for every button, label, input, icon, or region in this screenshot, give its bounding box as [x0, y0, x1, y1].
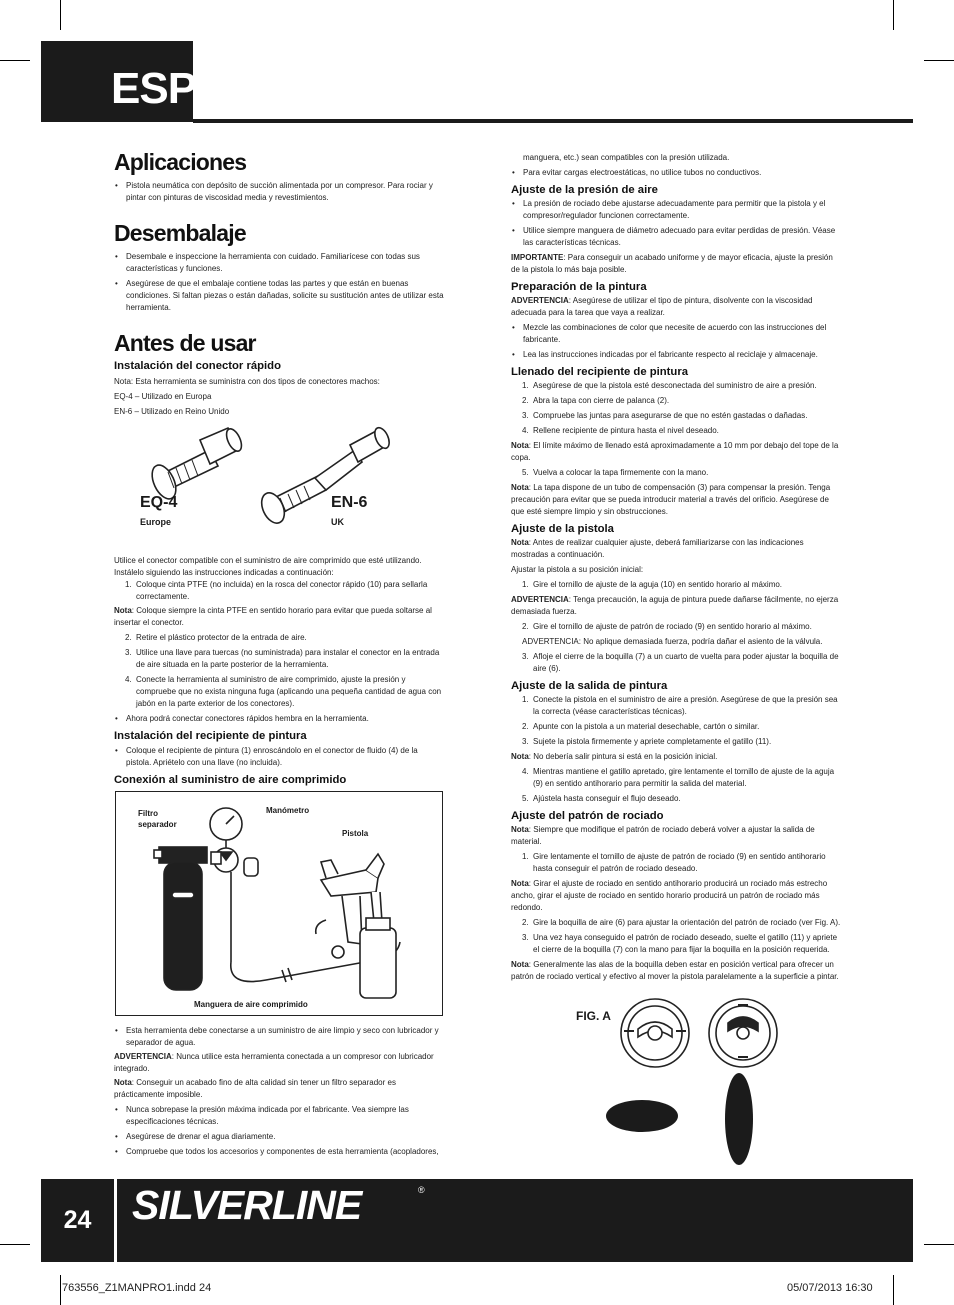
use-intro: Utilice el conector compatible con el suministro de aire comprimido que esté utilizando. Instálelo siguiendo las instrucciones indicadas a continuación:	[114, 556, 422, 577]
manometer-icon	[210, 808, 258, 962]
list-item: 1. Coloque cinta PTFE (no incluida) en la rosca del conector rápido (10) para sellarla correctamente.	[125, 580, 428, 601]
list-item: 3. Sujete la pistola firmemente y apriete completamente el gatillo (11).	[522, 737, 772, 746]
list-item: 3. Compruebe las juntas para asegurarse de que no estén gastadas o dañadas.	[522, 411, 808, 420]
eq4-sublabel: Europe	[140, 517, 172, 527]
fill-title: Llenado del recipiente de pintura	[511, 366, 689, 378]
apps-list	[114, 180, 444, 204]
fig-a-label: FIG. A	[576, 1009, 611, 1023]
list-item: 4. Conecte la herramienta al suministro de aire comprimido, ajuste la presión y compruebe que no exista ninguna fuga (aplicando una pequeña cantidad de agua con jabón en la parte exterior de los conectores).	[125, 675, 442, 708]
list-item: • La presión de rociado debe ajustarse adecuadamente para permitir que la pistola y el compresor/regulador funcionen correctamente.	[511, 198, 841, 222]
qc-title: Instalación del conector rápido	[114, 360, 281, 372]
vertical-pattern-icon	[725, 1073, 753, 1165]
note: Nota: Conseguir un acabado fino de alta calidad sin tener un filtro separador es prácticamente imposible.	[114, 1078, 396, 1099]
crop-mark	[60, 0, 61, 30]
qc-en: EN-6 – Utilizado en Reino Unido	[114, 407, 230, 416]
crop-mark	[893, 1275, 894, 1305]
eq4-connector-icon	[147, 427, 244, 503]
hose-label: Manguera de aire comprimido	[194, 1000, 308, 1009]
list-item: • Lea las instrucciones indicadas por el fabricante respecto al reciclaje y almacenaje.	[511, 349, 841, 361]
file-slug: 763556_Z1MANPRO1.indd 24	[62, 1282, 212, 1294]
crop-mark	[893, 0, 894, 30]
qc-instructions	[114, 555, 444, 787]
list-item: • Compruebe que todos los accesorios y componentes de esta herramienta (acopladores,	[114, 1146, 444, 1158]
before-title: Antes de usar	[114, 330, 256, 356]
filter-separator-icon	[154, 847, 207, 990]
list-item: 1. Gire el tornillo de ajuste de la aguja (10) en sentido horario al máximo.	[522, 580, 783, 589]
list-item: 4. Mientras mantiene el gatillo apretado, gire lentamente el tornillo de ajuste de la aguja (9) en sentido antihorario para permitir la salida del material.	[522, 767, 835, 788]
note: Nota: La tapa dispone de un tubo de compensación (3) para compensar la presión. Tenga precaución para evitar que se pueda introducir material a través del orificio. Asegúrese de que esté siempre limpio y sin obstrucciones.	[511, 483, 831, 516]
list-item: 2. Abra la tapa con cierre de palanca (2).	[522, 396, 670, 405]
air-supply-figure	[115, 791, 443, 1016]
list-item: 4. Rellene recipiente de pintura hasta el nivel deseado.	[522, 426, 719, 435]
list-item: 2. Retire el plástico protector de la entrada de aire.	[125, 633, 307, 642]
gun-title: Ajuste de la pistola	[511, 523, 614, 535]
list-item: 1. Conecte la pistola en el suministro de aire a presión. Asegúrese de que la presión sea la correcta (véase características técnicas).	[522, 695, 838, 716]
header-rule	[193, 119, 913, 123]
pattern-title: Ajuste del patrón de rociado	[511, 810, 664, 822]
hose-break-icon	[282, 968, 292, 982]
horizontal-pattern-icon	[606, 1100, 678, 1132]
crop-mark	[0, 60, 30, 61]
note: Nota: No debería salir pintura si está en la posición inicial.	[511, 752, 718, 761]
list-item: 2. Apunte con la pistola a un material desechable, cartón o similar.	[522, 722, 760, 731]
air-notes	[114, 1025, 444, 1158]
list-item: • Coloque el recipiente de pintura (1) enroscándolo en el conector de fluido (4) de la pistola. Apriételo con una llave (no incluida).	[114, 745, 444, 769]
warning: ADVERTENCIA: No aplique demasiada fuerza, podría dañar el asiento de la válvula.	[522, 637, 823, 646]
page-number: 24	[63, 1206, 92, 1234]
en6-label: EN-6	[331, 494, 368, 511]
en6-connector-icon	[257, 425, 392, 526]
list-item: • Desembale e inspeccione la herramienta con cuidado. Familiarícese con todas sus características y funciones.	[114, 251, 444, 275]
recip-title: Instalación del recipiente de pintura	[114, 730, 307, 742]
crop-mark	[0, 1244, 30, 1245]
list-item: • Nunca sobrepase la presión máxima indicada por el fabricante. Vea siempre las especificaciones técnicas.	[114, 1104, 444, 1128]
brand-logo: SILVERLINE	[132, 1182, 362, 1228]
connectors-illustration	[140, 420, 400, 530]
filter-label: Filtro separador	[138, 809, 177, 829]
note: Nota: El límite máximo de llenado está aproximadamente a 10 mm por debajo del tope de la copa.	[511, 441, 839, 462]
list-item: • Asegúrese de drenar el agua diariamente.	[114, 1131, 444, 1143]
out-title: Ajuste de la salida de pintura	[511, 680, 668, 692]
note: Nota: Generalmente las alas de la boquilla deben estar en posición vertical para ofrecer un patrón de rociado vertical y efectivo al mover la pistola paralelamente a la superficie a pintar.	[511, 960, 839, 981]
crop-mark	[924, 1244, 954, 1245]
list-item: 5. Vuelva a colocar la tapa firmemente con la mano.	[522, 468, 709, 477]
date-slug: 05/07/2013 16:30	[787, 1282, 873, 1294]
en6-sublabel: UK	[331, 517, 344, 527]
list-item: 3. Utilice una llave para tuercas (no suministrada) para instalar el conector en la entrada de aire situada en la parte posterior de la herramienta.	[125, 648, 440, 669]
gun-start: Ajustar la pistola a su posición inicial:	[511, 565, 644, 574]
manometer-label: Manómetro	[266, 806, 310, 815]
unpack-title: Desembalaje	[114, 220, 246, 246]
gun-label: Pistola	[342, 829, 369, 838]
language-label: ESP	[111, 64, 197, 113]
apps-title: Aplicaciones	[114, 149, 247, 175]
crop-mark	[60, 1275, 61, 1305]
footer-separator	[114, 1179, 117, 1262]
spray-gun-icon	[316, 854, 396, 998]
air-title: Conexión al suministro de aire comprimido	[114, 774, 347, 786]
qc-note: Nota: Esta herramienta se suministra con dos tipos de conectores machos:	[114, 377, 380, 386]
list-item: • Ahora podrá conectar conectores rápidos hembra en la herramienta.	[114, 713, 444, 725]
list-item: 2. Gire la boquilla de aire (6) para ajustar la orientación del patrón de rociado (ver Fig. A).	[522, 918, 841, 927]
unpack-list	[114, 251, 444, 314]
note: Nota: Coloque siempre la cinta PTFE en sentido horario para evitar que pueda soltarse al insertar el conector.	[114, 606, 432, 627]
crop-mark	[924, 60, 954, 61]
nozzle-horizontal-icon	[621, 999, 689, 1067]
warning: ADVERTENCIA: Asegúrese de utilizar el tipo de pintura, disolvente con la viscosidad adecuada para la tarea que vaya a realizar.	[511, 296, 813, 317]
continued-text: manguera, etc.) sean compatibles con la presión utilizada.	[523, 153, 730, 162]
list-item: • Para evitar cargas electroestáticas, no utilice tubos no conductivos.	[511, 167, 841, 179]
warning: ADVERTENCIA: Nunca utilice esta herramienta conectada a un compresor con lubricador integrado.	[114, 1052, 434, 1073]
list-item: • Mezcle las combinaciones de color que necesite de acuerdo con las instrucciones del fabricante.	[511, 322, 841, 346]
list-item: 3. Una vez haya conseguido el patrón de rociado deseado, suelte el gatillo (11) y apriete el cierre de la boquilla (7) con la mano para fijar la boquilla en la posición requerida.	[522, 933, 838, 954]
nozzle-vertical-icon	[709, 999, 777, 1067]
prep-title: Preparación de la pintura	[511, 281, 647, 293]
fig-a-diagram	[600, 995, 800, 1170]
list-item: 1. Gire lentamente el tornillo de ajuste de patrón de rociado (9) en sentido antihorario hasta conseguir el patrón de rociado deseado.	[522, 852, 826, 873]
note: Nota: Antes de realizar cualquier ajuste, deberá familiarizarse con las indicaciones mostradas a continuación.	[511, 538, 804, 559]
language-tab	[41, 41, 197, 122]
right-column	[511, 152, 841, 983]
list-item: 5. Ajústela hasta conseguir el flujo deseado.	[522, 794, 681, 803]
note: Nota: Girar el ajuste de rociado en sentido antihorario producirá un rociado más estrecho ancho, girar el ajuste de rociado en sentido horario producirá un patrón de rociado más redondo.	[511, 879, 828, 912]
press-title: Ajuste de la presión de aire	[511, 184, 658, 196]
list-item: 1. Asegúrese de que la pistola esté desconectada del suministro de aire a presión.	[522, 381, 817, 390]
list-item: • Esta herramienta debe conectarse a un suministro de aire limpio y seco con lubricador y separador de agua.	[114, 1025, 444, 1049]
list-item: • Asegúrese de que el embalaje contiene todas las partes y que están en buenas condiciones. Si faltan piezas o están dañadas, solicite su sustitución antes de utilizar esta herramienta.	[114, 278, 444, 314]
eq4-label: EQ-4	[140, 494, 178, 511]
list-item: • Pistola neumática con depósito de succión alimentada por un compresor. Para rociar y pintar con pinturas de viscosidad media y revestimientos.	[114, 180, 444, 204]
list-item: 2. Gire el tornillo de ajuste de patrón de rociado (9) en sentido horario al máximo.	[522, 622, 812, 631]
list-item: • Utilice siempre manguera de diámetro adecuado para evitar perdidas de presión. Véase las características técnicas.	[511, 225, 841, 249]
qc-eq: EQ-4 – Utilizado en Europa	[114, 392, 212, 401]
registered-mark: ®	[418, 1185, 425, 1195]
important-note: IMPORTANTE: Para conseguir un acabado uniforme y de mayor eficacia, ajuste la presión de la pistola lo más baja posible.	[511, 253, 833, 274]
list-item: 3. Afloje el cierre de la boquilla (7) a un cuarto de vuelta para poder ajustar la boquilla de aire (6).	[522, 652, 839, 673]
note: Nota: Siempre que modifique el patrón de rociado deberá volver a ajustar la salida de material.	[511, 825, 815, 846]
warning: ADVERTENCIA: Tenga precaución, la aguja de pintura puede dañarse fácilmente, no ejerza demasiada fuerza.	[511, 595, 839, 616]
